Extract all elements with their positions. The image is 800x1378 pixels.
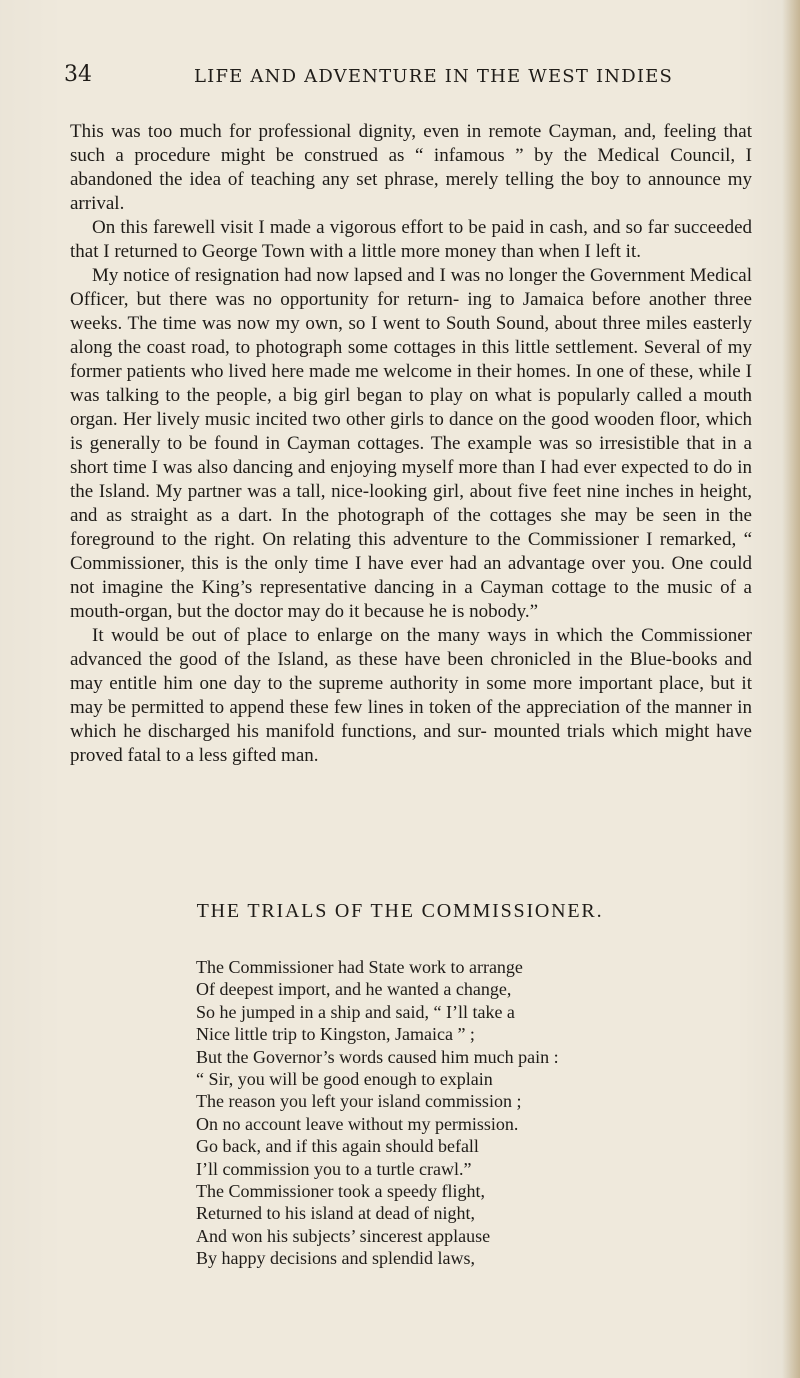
poem-line: The reason you left your island commission ;	[196, 1091, 522, 1112]
page-header	[64, 62, 754, 92]
poem-line: So he jumped in a ship and said, “ I’ll take a	[196, 1001, 515, 1022]
poem-line: And won his subjects’ sincerest applause	[196, 1225, 491, 1246]
paragraph: This was too much for professional dignity, even in remote Cayman, and, feeling that such a procedure might be construed as “ infamous ” by the Medical Council, I abandoned the idea of teaching any set phrase, merely telling the boy to announce my arrival.	[70, 121, 752, 214]
page-edge-shadow	[782, 0, 800, 1378]
poem-line: By happy decisions and splendid laws,	[196, 1248, 475, 1269]
paragraph: On this farewell visit I made a vigorous effort to be paid in cash, and so far succeeded that I returned to George Town with a little more money than when I left it.	[70, 217, 752, 262]
paragraph: My notice of resignation had now lapsed and I was no longer the Government Medical Officer, but there was no opportunity for return- ing to Jamaica before another three weeks. The time was now my own, so I went to South Sound, about three miles easterly along the coast road, to photograph some cottages in this little settlement. Several of my former patients who lived here made me welcome in their homes. In one of these, while I was talking to the people, a big girl began to play on what is popularly called a mouth organ. Her lively music incited two other girls to dance on the good wooden floor, which is generally to be found in Cayman cottages. The example was so irresistible that in a short time I was also dancing and enjoying myself more than I had ever expected to do in the Island. My partner was a tall, nice-looking girl, about five feet nine inches in height, and as straight as a dart. In the photograph of the cottages she may be seen in the foreground to the right. On relating this adventure to the Commissioner I remarked, “ Commissioner, this is the only time I have ever had an advantage over you. One could not imagine the King’s representative dancing in a Cayman cottage to the music of a mouth-organ, but the doctor may do it because he is nobody.”	[70, 265, 752, 622]
poem-line: Returned to his island at dead of night,	[196, 1203, 475, 1224]
paragraph: It would be out of place to enlarge on the many ways in which the Commissioner advanced the good of the Island, as these have been chronicled in the Blue-books and may entitle him one day to the supreme authority in some more important place, but it may be permitted to append these few lines in token of the appreciation of the manner in which he discharged his manifold functions, and sur- mounted trials which might have proved fatal to a less gifted man.	[70, 625, 752, 766]
poem-line: Of deepest import, and he wanted a change,	[196, 979, 512, 1000]
page-number: 34	[64, 62, 92, 87]
poem-line: On no account leave without my permission.	[196, 1113, 519, 1134]
poem-line: But the Governor’s words caused him much pain :	[196, 1046, 559, 1067]
poem-line: Go back, and if this again should befall	[196, 1136, 479, 1157]
poem-line: Nice little trip to Kingston, Jamaica ” ;	[196, 1024, 475, 1045]
section-heading: THE TRIALS OF THE COMMISSIONER.	[196, 900, 604, 922]
poem-line: “ Sir, you will be good enough to explain	[196, 1069, 493, 1090]
poem-line: The Commissioner had State work to arrange	[196, 957, 523, 977]
poem	[196, 956, 716, 1270]
running-title: LIFE AND ADVENTURE IN THE WEST INDIES	[194, 66, 674, 87]
poem-line: I’ll commission you to a turtle crawl.”	[196, 1158, 472, 1179]
poem-line: The Commissioner took a speedy flight,	[196, 1181, 485, 1202]
body-text	[70, 120, 752, 768]
